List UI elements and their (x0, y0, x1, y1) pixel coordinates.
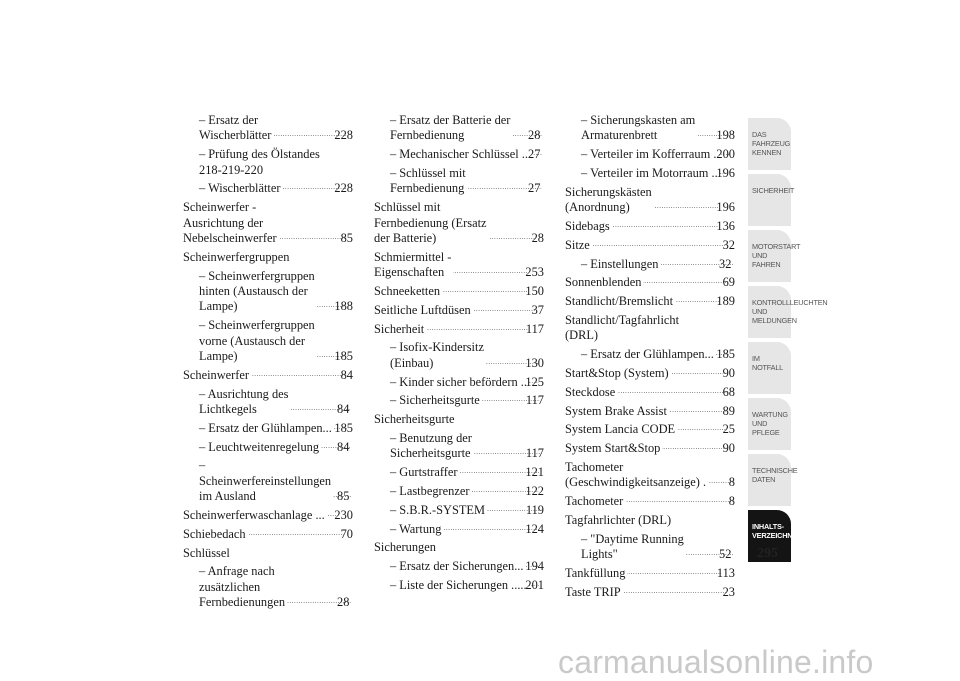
index-entry (559, 422, 735, 437)
index-entry-text: – Kinder sicher befördern .. (390, 375, 527, 390)
dot-leader (489, 233, 536, 243)
dot-leader (453, 268, 529, 278)
index-entry-page[interactable]: 125 (541, 375, 544, 390)
index-entry: – Leuchtweitenregelung . . . 84 (177, 440, 353, 455)
index-entry-text: Sicherungen (374, 540, 436, 555)
index-entry-text: – Gurtstraffer (390, 465, 458, 480)
index-entry (368, 559, 544, 574)
index-entry (559, 385, 735, 400)
index-entry (368, 522, 544, 537)
index-entry-text: System Brake Assist (565, 404, 667, 419)
index-entry-text: – Lastbegrenzer (390, 484, 469, 499)
index-entry-text: Taste TRIP (565, 585, 621, 600)
tab-sicherheit[interactable]: SICHERHEIT (748, 174, 791, 226)
index-entry (368, 284, 544, 299)
index-entry-page[interactable]: 28 (538, 231, 544, 246)
index-entry (368, 503, 544, 518)
index-entry (368, 484, 544, 499)
index-entry-text: – Sicherheitsgurte (390, 393, 480, 408)
dot-leader (482, 396, 540, 406)
index-entry-text: – Ersatz der Glühlampen... (581, 347, 714, 362)
index-entry (177, 546, 353, 561)
dot-leader (718, 150, 730, 160)
index-entry: – Einstellungen . . . 32 (559, 257, 735, 272)
index-entry-page[interactable]: 194 (541, 559, 544, 574)
index-entry (559, 219, 735, 234)
index-entry: – Mechanischer Schlüssel ... . . . 27 (368, 147, 544, 162)
dot-leader (287, 598, 351, 608)
index-entry-text: Schiebedach (183, 527, 246, 542)
index-entry (177, 200, 353, 246)
dot-leader (677, 425, 726, 435)
index-entry (368, 250, 544, 281)
index-entry-text: – Schlüssel mit Fernbedienung (390, 166, 466, 197)
index-entry-page[interactable]: 121 (541, 465, 544, 480)
index-entry (368, 540, 544, 555)
index-entry (368, 375, 544, 390)
index-entry (368, 578, 544, 593)
index-entry-text: Scheinwerferwaschanlage ... (183, 508, 325, 523)
tab-motorstart-und-fahren[interactable]: MOTORSTART UND FAHREN (748, 230, 791, 282)
dot-leader (317, 302, 349, 312)
index-entry-page[interactable]: 117 (542, 446, 544, 461)
index-entry (368, 303, 544, 318)
index-entry-text: – Sicherungskasten am Armaturenbrett (581, 113, 695, 144)
index-entry-page[interactable]: 117 (532, 322, 544, 337)
index-entry-text: Schneeketten (374, 284, 440, 299)
dot-leader (529, 580, 540, 590)
dot-leader (251, 370, 345, 380)
index-entry: – Anfrage nach zusätzlichen Fernbedienungen . . . 28 (177, 564, 353, 610)
index-entry-text: Sonnenblenden (565, 275, 641, 290)
index-entry: – Schlüssel mit Fernbedienung . . . 27 (368, 166, 544, 197)
tab-kontrollleuchten-und-meldungen[interactable]: KONTROLLLEUCHTEN UND MELDUNGEN (748, 286, 791, 338)
index-entry-text: Sitze (565, 238, 590, 253)
dot-leader (487, 505, 540, 515)
index-entry-page[interactable]: 25 (729, 422, 735, 437)
index-entry (368, 340, 544, 371)
index-entry-page[interactable]: 188 (350, 299, 353, 314)
index-entry-text: Schlüssel mit Fernbedienung (Ersatz der Batterie) (374, 200, 487, 246)
index-entry-page[interactable]: 136 (722, 219, 735, 234)
index-entry-page[interactable]: 198 (732, 128, 735, 143)
dot-leader (623, 587, 727, 597)
index-entry (177, 250, 353, 265)
index-entry-page[interactable]: 253 (531, 265, 544, 280)
index-entry (368, 412, 544, 427)
index-entry (559, 404, 735, 419)
index-entry (559, 494, 735, 509)
index-entry (559, 275, 735, 290)
dot-leader (529, 377, 539, 387)
index-entry-text: – Scheinwerfergruppen vorne (Austausch der Lampe) (199, 318, 315, 364)
index-entry-text: Steckdose (565, 385, 615, 400)
index-entry-page[interactable]: 84 (347, 368, 353, 383)
index-entry-text: – Ersatz der Wischerblätter (199, 113, 271, 144)
index-entry (559, 147, 735, 162)
dot-leader (468, 184, 542, 194)
index-entry-text: – Scheinwerfergruppen hinten (Austausch der Lampe) (199, 269, 315, 315)
dot-leader (291, 252, 351, 262)
index-entry-text: – Verteiler im Kofferraum . (581, 147, 716, 162)
index-column-3 (559, 113, 735, 604)
index-entry (559, 441, 735, 456)
index-entry-page[interactable]: 196 (732, 166, 735, 181)
dot-leader (592, 240, 727, 250)
index-entry-text: – Ersatz der Sicherungen... (390, 559, 524, 574)
index-entry (177, 269, 353, 315)
index-entry-text: – Wischerblätter (199, 181, 281, 196)
index-entry-page[interactable]: 124 (541, 522, 544, 537)
dot-leader (612, 221, 721, 231)
index-entry-text: Sicherheit (374, 322, 424, 337)
index-entry (559, 313, 735, 344)
dot-leader (720, 168, 731, 178)
index-entry (559, 113, 735, 144)
dot-leader (625, 497, 732, 507)
dot-leader (290, 404, 351, 414)
dot-leader (333, 492, 351, 502)
index-entry-page[interactable]: 70 (347, 527, 353, 542)
index-entry-page[interactable]: 189 (722, 294, 735, 309)
index-entry (559, 294, 735, 309)
index-entry-page[interactable]: 201 (541, 578, 544, 593)
dot-leader (669, 406, 727, 416)
index-entry (559, 513, 735, 528)
index-entry-text: – Scheinwerfereinstellungen im Ausland (199, 458, 331, 504)
index-entry (177, 421, 353, 436)
index-entry: – "Daytime Running Lights" . . . 52 (559, 532, 735, 563)
index-entry-text: – Wartung (390, 522, 441, 537)
index-entry (177, 368, 353, 383)
index-entry-page[interactable]: 117 (542, 393, 544, 408)
dot-leader (283, 184, 349, 194)
index-entry-text: – S.B.R.-SYSTEM (390, 503, 485, 518)
index-entry-text: System Start&Stop (565, 441, 660, 456)
index-entry-text: – Ersatz der Glühlampen... (199, 421, 332, 436)
dot-leader (526, 562, 540, 572)
index-entry-text: – Liste der Sicherungen ..... (390, 578, 527, 593)
index-entry (559, 460, 735, 491)
index-entry-text: Scheinwerfer - Ausrichtung der Nebelscheinwerfer (183, 200, 277, 246)
dot-leader (232, 548, 351, 558)
dot-leader (654, 203, 721, 213)
index-entry (559, 566, 735, 581)
dot-leader (273, 131, 348, 141)
index-entry-page[interactable]: 32 (729, 238, 735, 253)
page-number: 295 (757, 546, 778, 562)
index-entry: – Ersatz der Batterie der Fernbedienung . . . 28 (368, 113, 544, 144)
dot-leader (660, 259, 733, 269)
index-entry-text: Tachometer (565, 494, 623, 509)
index-entry-text: Standlicht/Bremslicht (565, 294, 673, 309)
index-entry-text: Scheinwerfer (183, 368, 249, 383)
index-entry (559, 238, 735, 253)
dot-leader (322, 165, 351, 175)
index-entry-page[interactable]: 185 (350, 421, 353, 436)
dot-leader (686, 550, 733, 560)
index-entry-text: Sidebags (565, 219, 610, 234)
index-entry-text: Tagfahrlichter (DRL) (565, 513, 671, 528)
dot-leader (533, 150, 542, 160)
dot-leader (716, 350, 731, 360)
index-entry-page[interactable]: 113 (723, 566, 735, 581)
index-entry (177, 181, 353, 196)
dot-leader (486, 358, 539, 368)
dot-leader (317, 351, 349, 361)
index-entry-text: – Einstellungen (581, 257, 658, 272)
index-entry-page[interactable]: 119 (542, 503, 544, 518)
dot-leader (474, 449, 540, 459)
dot-leader (697, 131, 730, 141)
dot-leader (708, 478, 733, 488)
index-entry-page[interactable]: 130 (541, 356, 544, 371)
dot-leader (671, 368, 727, 378)
index-entry (368, 393, 544, 408)
index-entry (559, 347, 735, 362)
dot-leader (438, 543, 542, 553)
dot-leader (473, 305, 536, 315)
dot-leader (334, 423, 349, 433)
index-entry-text: Sicherheitsgurte (374, 412, 455, 427)
dot-leader (627, 568, 720, 578)
index-entry-page[interactable]: 90 (729, 441, 735, 456)
dot-leader (662, 444, 726, 454)
index-entry-page[interactable]: 150 (531, 284, 544, 299)
index-entry-page[interactable]: 185 (350, 349, 353, 364)
index-entry (559, 185, 735, 216)
dot-leader (643, 278, 726, 288)
index-entry-text: Tankfüllung (565, 566, 625, 581)
index-entry-text: – Mechanischer Schlüssel ... (390, 147, 531, 162)
index-entry-text: – Anfrage nach zusätzlichen Fernbedienungen (199, 564, 285, 610)
index-entry-text: Start&Stop (System) (565, 366, 669, 381)
index-entry-text: System Lancia CODE (565, 422, 675, 437)
dot-leader (327, 510, 339, 520)
index-entry (368, 200, 544, 246)
index-entry (559, 366, 735, 381)
dot-leader (426, 324, 530, 334)
index-entry-page[interactable]: 23 (729, 585, 735, 600)
index-entry (368, 322, 544, 337)
index-entry-text: – Prüfung des Ölstandes 218-219-220 (199, 147, 320, 178)
index-entry-text: – Ersatz der Batterie der Fernbedienung (390, 113, 510, 144)
index-column-2 (368, 113, 544, 597)
tab-im-notfall[interactable]: IM NOTFALL (748, 342, 791, 394)
tab-das-fahrzeug-kennen[interactable]: DAS FAHRZEUG KENNEN (748, 118, 791, 170)
index-entry (368, 431, 544, 462)
dot-leader (457, 415, 542, 425)
index-entry (177, 147, 353, 178)
index-entry-text: Seitliche Luftdüsen (374, 303, 471, 318)
index-entry (559, 585, 735, 600)
chapter-tabs (748, 118, 791, 566)
index-entry-page[interactable]: 85 (347, 231, 353, 246)
dot-leader (471, 486, 539, 496)
index-entry-text: – "Daytime Running Lights" (581, 532, 684, 563)
index-entry (559, 166, 735, 181)
dot-leader (675, 297, 720, 307)
dot-leader (442, 286, 529, 296)
index-entry-page[interactable]: 69 (729, 275, 735, 290)
index-entry-page[interactable]: 200 (732, 147, 735, 162)
index-entry-page[interactable]: 68 (729, 385, 735, 400)
tab-wartung-und-pflege[interactable]: WARTUNG UND PFLEGE (748, 398, 791, 450)
index-entry: – Ausrichtung des Lichtkegels . . . 84 (177, 387, 353, 418)
index-entry-text: – Leuchtweitenregelung (199, 440, 319, 455)
index-entry-page[interactable]: 185 (732, 347, 735, 362)
index-entry (177, 527, 353, 542)
dot-leader (681, 331, 733, 341)
index-entry-text: Standlicht/Tagfahrlicht (DRL) (565, 313, 679, 344)
index-entry-text: Scheinwerfergruppen (183, 250, 289, 265)
index-entry-page[interactable]: 90 (729, 366, 735, 381)
index-entry-page[interactable]: 37 (538, 303, 544, 318)
index-entry-page[interactable]: 122 (541, 484, 544, 499)
dot-leader (460, 468, 540, 478)
dot-leader (248, 529, 345, 539)
dot-leader (512, 131, 542, 141)
index-column-1 (177, 113, 353, 614)
dot-leader (673, 515, 733, 525)
index-entry-page[interactable]: 196 (722, 200, 735, 215)
index-entry (177, 113, 353, 144)
index-entry-page[interactable]: 230 (340, 508, 353, 523)
index-entry-text: Sicherungskästen (Anordnung) (565, 185, 652, 216)
index-entry-page[interactable]: 228 (350, 181, 353, 196)
index-entry: – Scheinwerfereinstellungen im Ausland . . . 85 (177, 458, 353, 504)
dot-leader (279, 233, 345, 243)
index-entry-text: – Isofix-Kindersitz (Einbau) (390, 340, 484, 371)
dot-leader (617, 387, 726, 397)
index-entry-text: – Verteiler im Motorraum .. (581, 166, 718, 181)
index-entry (177, 318, 353, 364)
index-entry-text: Tachometer (Geschwindigkeitsanzeige) . (565, 460, 706, 491)
index-entry (368, 465, 544, 480)
dot-leader (321, 442, 351, 452)
dot-leader (443, 524, 539, 534)
watermark: carmanualsonline.info (558, 644, 874, 681)
index-entry-text: – Ausrichtung des Lichtkegels (199, 387, 288, 418)
tab-technische-daten[interactable]: TECHNISCHE DATEN (748, 454, 791, 506)
index-entry-text: – Benutzung der Sicherheitsgurte (390, 431, 472, 462)
index-entry-text: Schlüssel (183, 546, 230, 561)
index-entry-page[interactable]: 89 (729, 404, 735, 419)
tab-inhaltsverzeichnis[interactable]: INHALTS-VERZEICHNIS (748, 510, 791, 562)
index-entry-text: Schmiermittel - Eigenschaften (374, 250, 451, 281)
index-entry (177, 508, 353, 523)
index-entry-page[interactable]: 228 (350, 128, 353, 143)
